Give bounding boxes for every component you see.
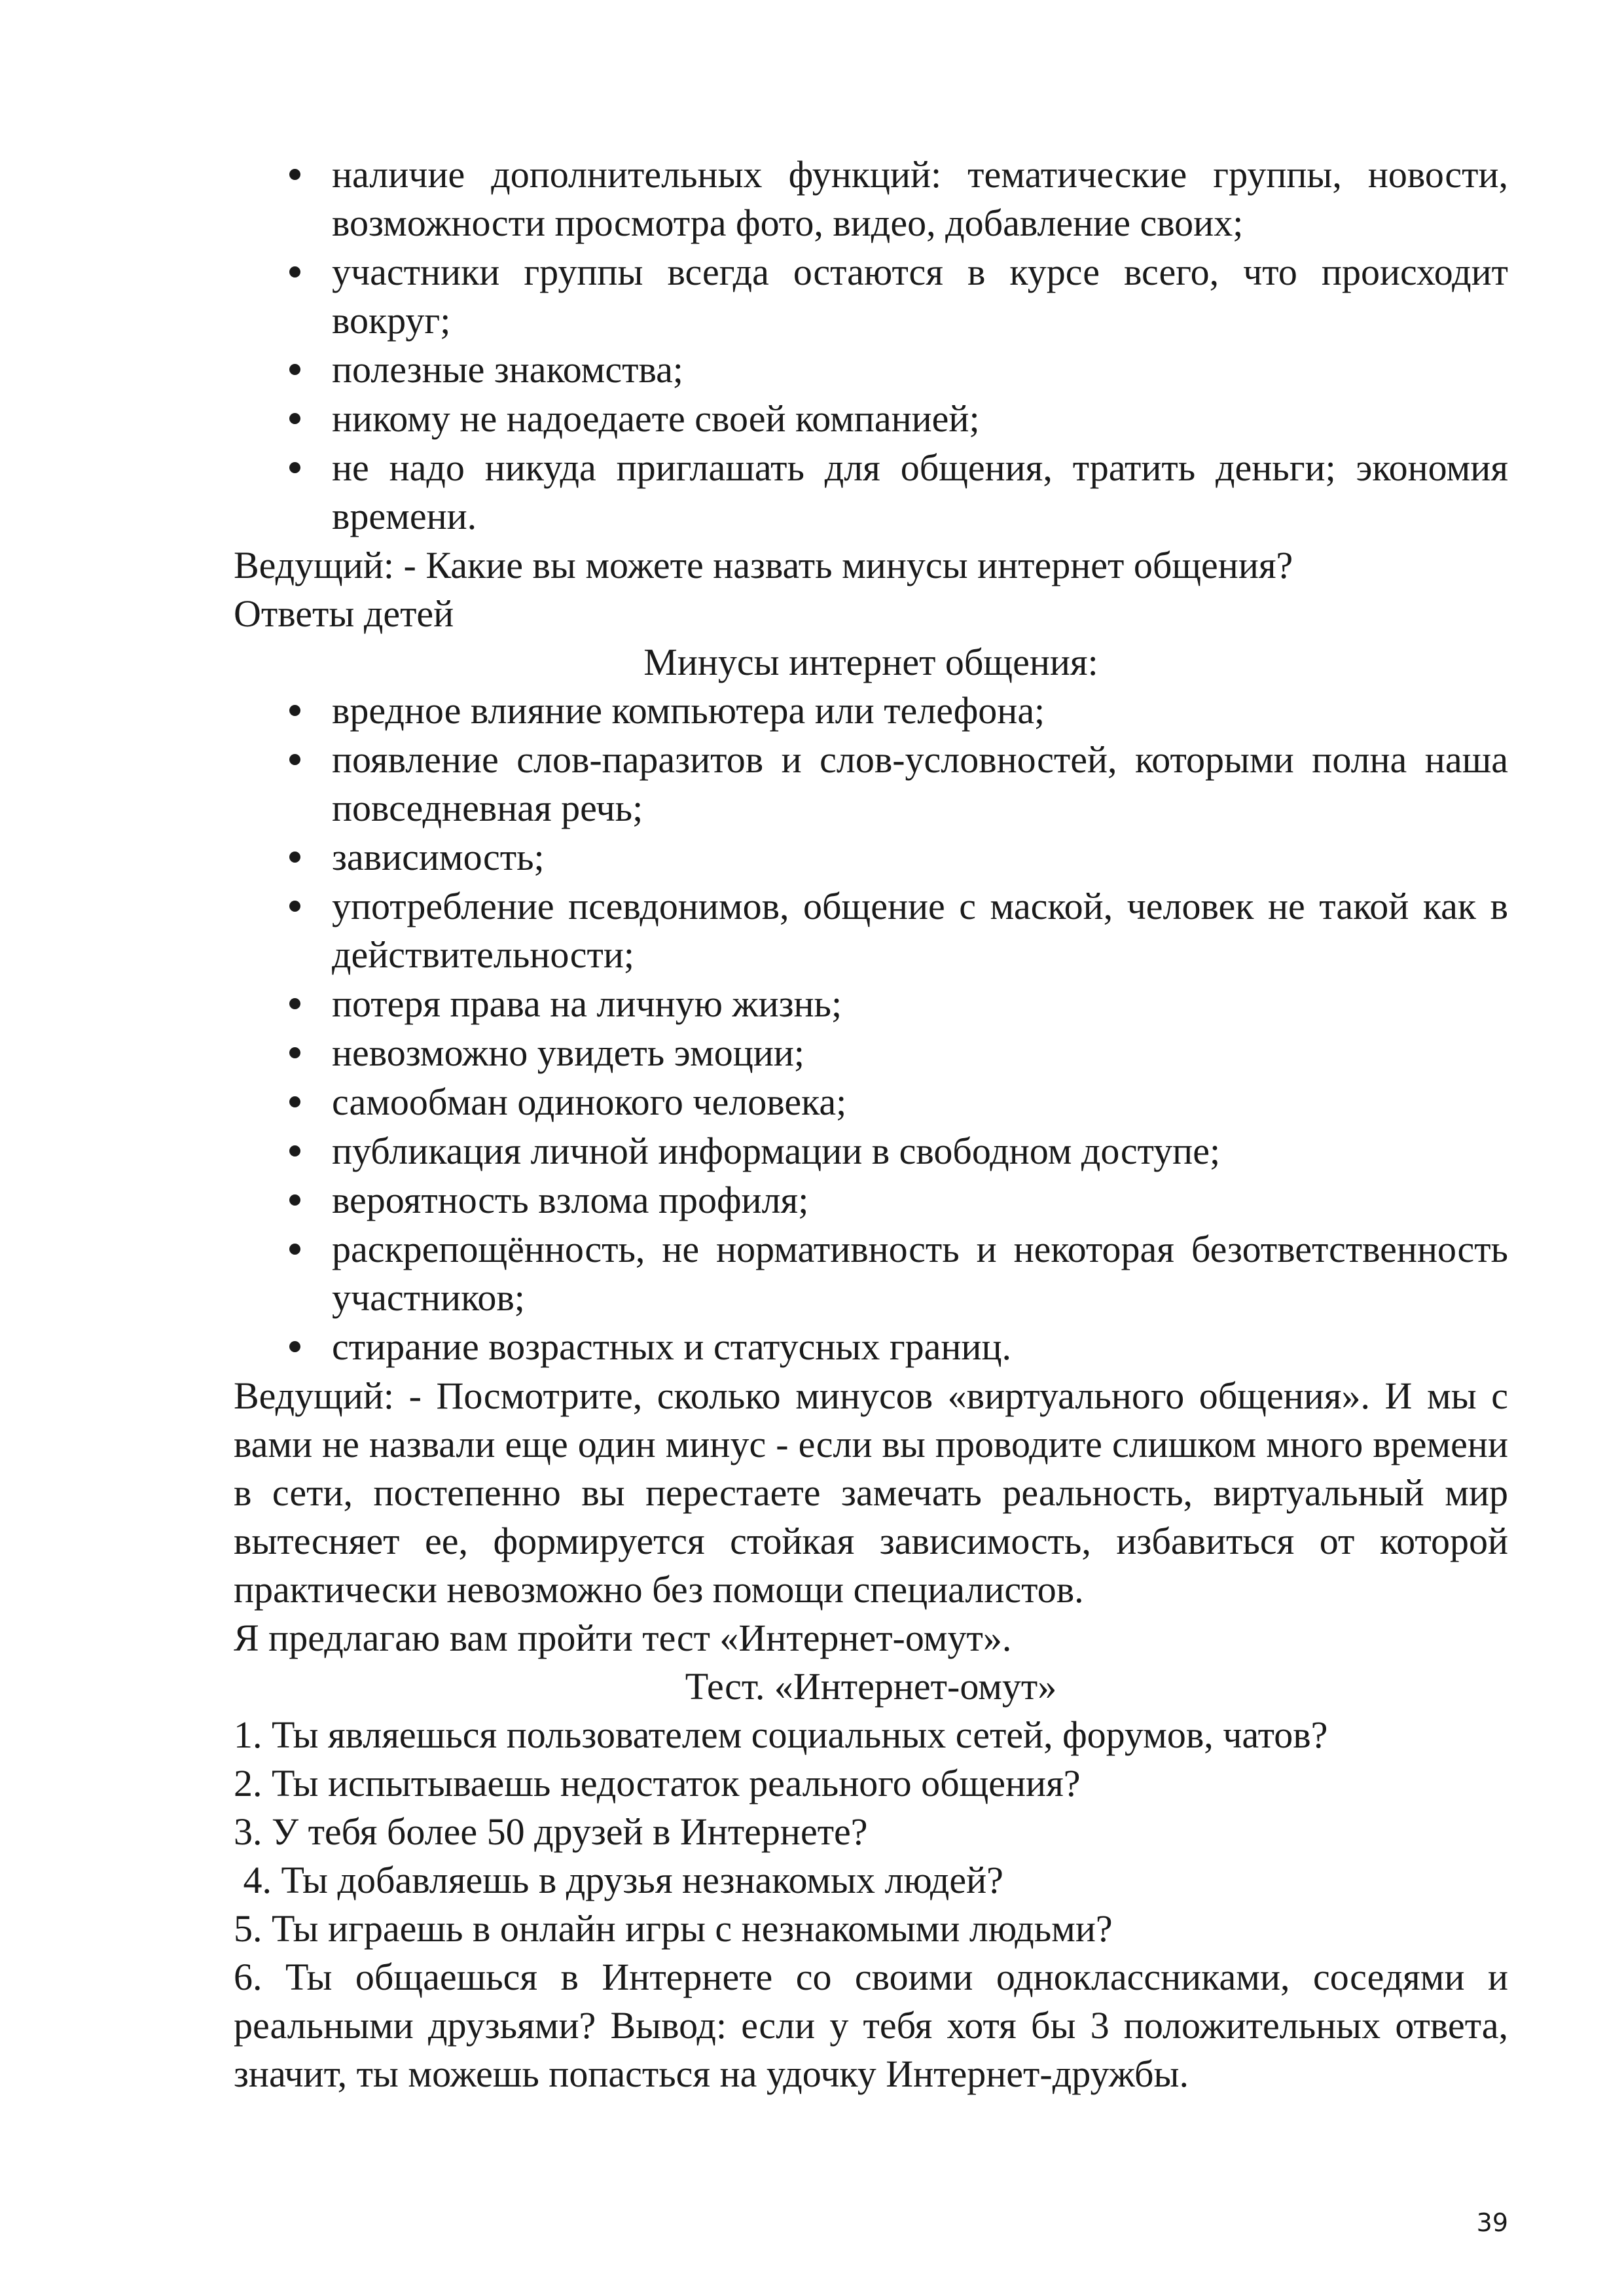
test-question: 3. У тебя более 50 друзей в Интернете? bbox=[234, 1810, 868, 1853]
cons-list bbox=[234, 687, 1508, 1371]
test-question: 4. Ты добавляешь в друзья незнакомых людей? bbox=[234, 1859, 1003, 1901]
list-item: вероятность взлома профиля; bbox=[234, 1176, 1508, 1225]
list-item: вредное влияние компьютера или телефона; bbox=[234, 687, 1508, 735]
list-item: стирание возрастных и статусных границ. bbox=[234, 1323, 1508, 1371]
list-item: самообман одинокого человека; bbox=[234, 1078, 1508, 1126]
list-item: публикация личной информации в свободном доступе; bbox=[234, 1127, 1508, 1175]
list-item: никому не надоедаете своей компанией; bbox=[234, 395, 1508, 443]
answers-label: Ответы детей bbox=[234, 592, 454, 635]
test-question: 2. Ты испытываешь недостаток реального общения? bbox=[234, 1762, 1081, 1804]
pros-list bbox=[234, 151, 1508, 541]
list-item: полезные знакомства; bbox=[234, 346, 1508, 394]
host-statement-2: Ведущий: - Посмотрите, сколько минусов «виртуального общения». И мы с вами не назвали еще один минус - если вы проводите слишком много времени в сети, постепенно вы перестаете замечать реальность, виртуальный мир вытесняет ее, формируется стойкая зависимость, избавиться от которой практически невозможно без помощи специалистов. bbox=[234, 1374, 1508, 1611]
test-offer: Я предлагаю вам пройти тест «Интернет-омут». bbox=[234, 1617, 1012, 1659]
page-body bbox=[234, 151, 1508, 2098]
list-item: потеря права на личную жизнь; bbox=[234, 980, 1508, 1028]
test-question: 5. Ты играешь в онлайн игры с незнакомыми людьми? bbox=[234, 1907, 1113, 1950]
host-question-1: Ведущий: - Какие вы можете назвать минусы интернет общения? bbox=[234, 544, 1293, 586]
minus-heading: Минусы интернет общения: bbox=[643, 641, 1098, 683]
list-item: невозможно увидеть эмоции; bbox=[234, 1029, 1508, 1077]
list-item: употребление псевдонимов, общение с маской, человек не такой как в действительности; bbox=[234, 882, 1508, 979]
list-item: раскрепощённость, не нормативность и некоторая безответственность участников; bbox=[234, 1225, 1508, 1322]
list-item: не надо никуда приглашать для общения, тратить деньги; экономия времени. bbox=[234, 444, 1508, 541]
list-item: наличие дополнительных функций: тематические группы, новости, возможности просмотра фото, видео, добавление своих; bbox=[234, 151, 1508, 247]
list-item: появление слов-паразитов и слов-условностей, которыми полна наша повседневная речь; bbox=[234, 736, 1508, 833]
page-number: 39 bbox=[1476, 2208, 1508, 2237]
test-question-6-conclusion: 6. Ты общаешься в Интернете со своими одноклассниками, соседями и реальными друзьями? Вывод: если у тебя хотя бы 3 положительных ответа, значит, ты можешь попасться на удочку Интернет-дружбы. bbox=[234, 1956, 1508, 2095]
test-heading: Тест. «Интернет-омут» bbox=[685, 1665, 1057, 1708]
list-item: участники группы всегда остаются в курсе всего, что происходит вокруг; bbox=[234, 248, 1508, 345]
test-question: 1. Ты являешься пользователем социальных сетей, форумов, чатов? bbox=[234, 1713, 1328, 1756]
list-item: зависимость; bbox=[234, 833, 1508, 882]
